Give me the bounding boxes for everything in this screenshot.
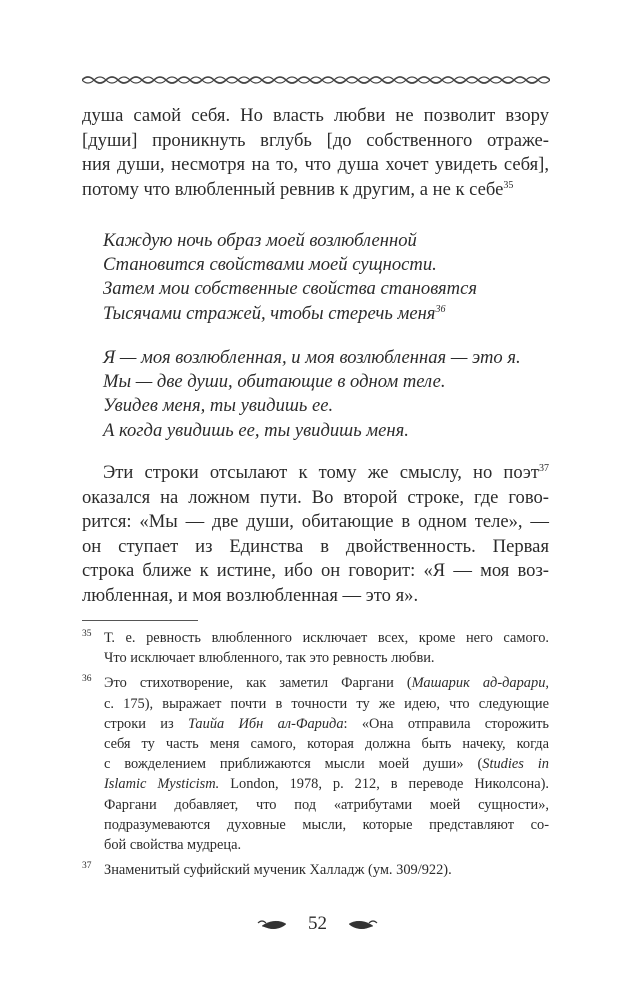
poem-stanza-2 [103, 346, 549, 443]
footnote-line: с. 175), выражает почти в точности ту же идею, что следующие [104, 695, 549, 712]
footnote-divider [82, 620, 198, 621]
footnote-35 [82, 628, 549, 668]
poem-line: Увидев меня, ты увидишь ее. [103, 395, 334, 417]
footnote-number: 35 [82, 629, 92, 639]
text-line: он ступает из Единства в двойственность. Первая [82, 535, 549, 557]
footnote-line: себя ту часть меня самого, которая должна быть начеку, когда [104, 736, 549, 753]
footnote-line: Т. е. ревность влюбленного исключает всех, кроме него самого. [104, 630, 549, 646]
text-line: потому что влюбленный ревнив к другим, а не к себе$^{35}$ [82, 178, 514, 200]
top-ornament [82, 72, 550, 88]
footnote-line: Фаргани добавляет, что под «атрибутами моей сущности», [104, 796, 549, 813]
footnote-line: бой свойства мудреца. [104, 837, 242, 854]
text-line: Эти строки отсылают к тому же смыслу, но поэт$^{37}$ [103, 462, 549, 483]
footnote-ref-35[interactable]: 35 [503, 179, 514, 191]
footnote-number: 37 [82, 861, 92, 872]
poem-line: А когда увидишь ее, ты увидишь меня. [103, 419, 409, 441]
footnote-37 [82, 860, 549, 880]
poem-line: Каждую ночь образ моей возлюбленной [103, 230, 417, 251]
text-line: оказался на ложном пути. Во второй строке, где гово- [82, 486, 549, 508]
text-line: любленная, и моя возлюбленная — это я». [82, 584, 419, 606]
paragraph-continuation [82, 104, 549, 202]
footnote-line: подразумеваются духовные мысли, которые представляют со- [104, 816, 549, 833]
poem-line: Тысячами стражей, чтобы стеречь меня$^{36}$ [103, 302, 446, 324]
footnote-line: Это стихотворение, как заметил Фаргани (Машарик ад-дарари, [104, 675, 549, 692]
footnote-line: Islamic Mysticism. London, 1978, p. 212, в переводе Николсона). [104, 776, 549, 793]
poem-stanza-1 [103, 229, 549, 326]
paragraph-commentary [82, 461, 549, 609]
poem-line: Затем мои собственные свойства становятся [103, 278, 477, 300]
footnote-line: Знаменитый суфийский мученик Халладж (ум. 309/922). [104, 862, 452, 879]
text-line: рится: «Мы — две души, обитающие в одном теле», — [82, 511, 549, 533]
poem-line: Мы — две души, обитающие в одном теле. [103, 371, 446, 393]
footnotes [82, 628, 549, 885]
footnote-line: строки из Таийа Ибн ал-Фарида: «Она отправила сторожить [104, 715, 549, 732]
text-line: ния души, несмотря на то, что душа хочет увидеть себя], [82, 154, 549, 176]
text-line: душа самой себя. Но власть любви не позволит взору [82, 105, 549, 126]
poem-line: Я — моя возлюбленная, и моя возлюбленная — это я. [103, 347, 521, 368]
footnote-line: с вожделением приближаются мысли моей души» (Studies in [104, 756, 549, 773]
page-number: 52 [308, 913, 327, 934]
text-line: строка ближе к истине, ибо он говорит: «Я — моя воз- [82, 560, 549, 582]
footnote-ref-36[interactable]: 36 [435, 303, 446, 315]
footnote-ref-37[interactable]: 37 [539, 463, 549, 474]
footnote-36 [82, 673, 549, 855]
poem-line: Становится свойствами моей сущности. [103, 254, 437, 276]
text-line: [души] проникнуть вглубь [до собственного отраже- [82, 129, 549, 151]
footnote-line: Что исключает влюбленного, так это ревность любви. [104, 650, 435, 667]
footnote-number: 36 [82, 674, 92, 685]
